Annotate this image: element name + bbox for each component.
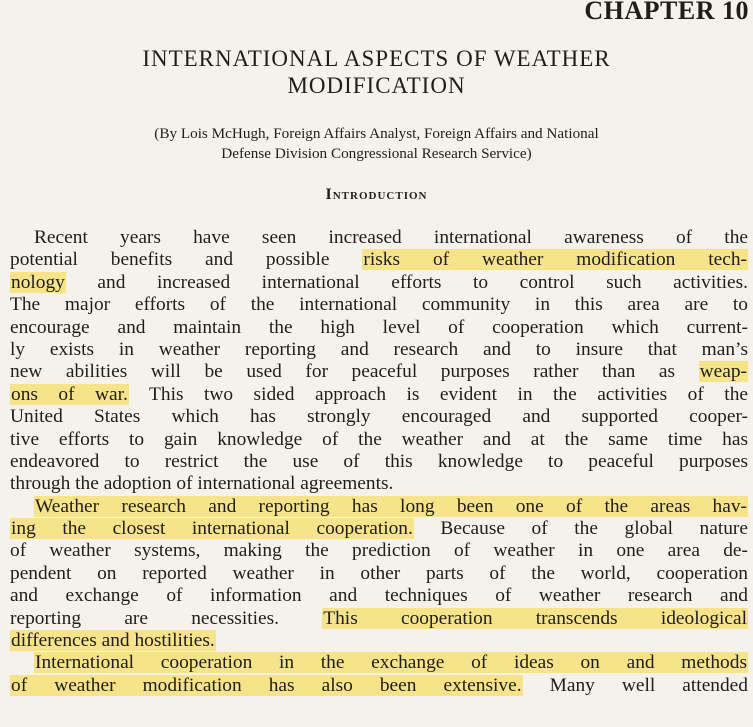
highlight: This cooperation transcends ideological — [323, 607, 747, 629]
text-line: ing the closest international cooperation. Because of the global nature — [11, 518, 748, 540]
text-line: endeavored to restrict the use of this knowledge to peaceful purposes — [10, 450, 748, 472]
section-heading: Introduction — [325, 186, 428, 203]
highlight: ons of war. — [11, 383, 128, 405]
text-line: reporting are necessities. This cooperation transcends ideological — [10, 607, 747, 629]
text-line: Recent years have seen increased international awareness of the — [34, 227, 748, 248]
text-line: through the adoption of international agreements. — [10, 473, 394, 495]
text-line — [10, 630, 748, 652]
chapter-title — [0, 45, 753, 99]
title-line: MODIFICATION — [287, 73, 466, 98]
text-line: pendent on reported weather in other parts of the world, cooperation — [10, 562, 748, 584]
text-line: and exchange of information and techniques of weather research and — [10, 585, 748, 607]
highlight: risks of weather modification tech- — [363, 249, 747, 271]
author-byline — [0, 124, 753, 164]
text-line: potential benefits and possible risks of weather modification tech- — [10, 249, 747, 271]
highlight: of weather modification has also been extensive. — [11, 674, 522, 696]
text-line: of weather modification has also been extensive. Many well attended — [11, 674, 748, 696]
byline-line: (By Lois McHugh, Foreign Affairs Analyst, Foreign Affairs and National — [154, 125, 599, 142]
text-line: The major efforts of the international community in this area are to — [10, 294, 748, 316]
body-text — [10, 227, 748, 697]
text-line: ons of war. This two sided approach is evident in the activities of the — [11, 383, 749, 405]
text-line: encourage and maintain the high level of cooperation which current- — [10, 316, 748, 338]
text-line: nology and increased international efforts to control such activities. — [11, 271, 748, 293]
text-line: new abilities will be used for peaceful purposes rather than as weap- — [10, 361, 747, 383]
byline-line: Defense Division Congressional Research Service) — [221, 145, 532, 162]
chapter-label: CHAPTER 10 — [584, 0, 749, 25]
highlight: nology — [11, 271, 65, 293]
text-line: of weather systems, making the prediction of weather in one area de- — [10, 540, 748, 562]
highlight: weap- — [699, 361, 747, 383]
text-line: ly exists in weather reporting and research and to insure that man’s — [10, 338, 748, 360]
text-line: tive efforts to gain knowledge of the weather and at the same time has — [10, 428, 748, 450]
highlight: Weather research and reporting has long been one of the areas hav- — [35, 495, 747, 517]
text-line — [10, 496, 748, 518]
highlight: International cooperation in the exchange of ideas on and methods — [35, 652, 747, 674]
title-line: INTERNATIONAL ASPECTS OF WEATHER — [142, 46, 611, 71]
text-line: United States which has strongly encouraged and supported cooper- — [10, 406, 748, 428]
highlight: ing the closest international cooperation. — [11, 518, 413, 540]
highlight: differences and hostilities. — [11, 630, 215, 652]
text-line — [10, 652, 748, 674]
